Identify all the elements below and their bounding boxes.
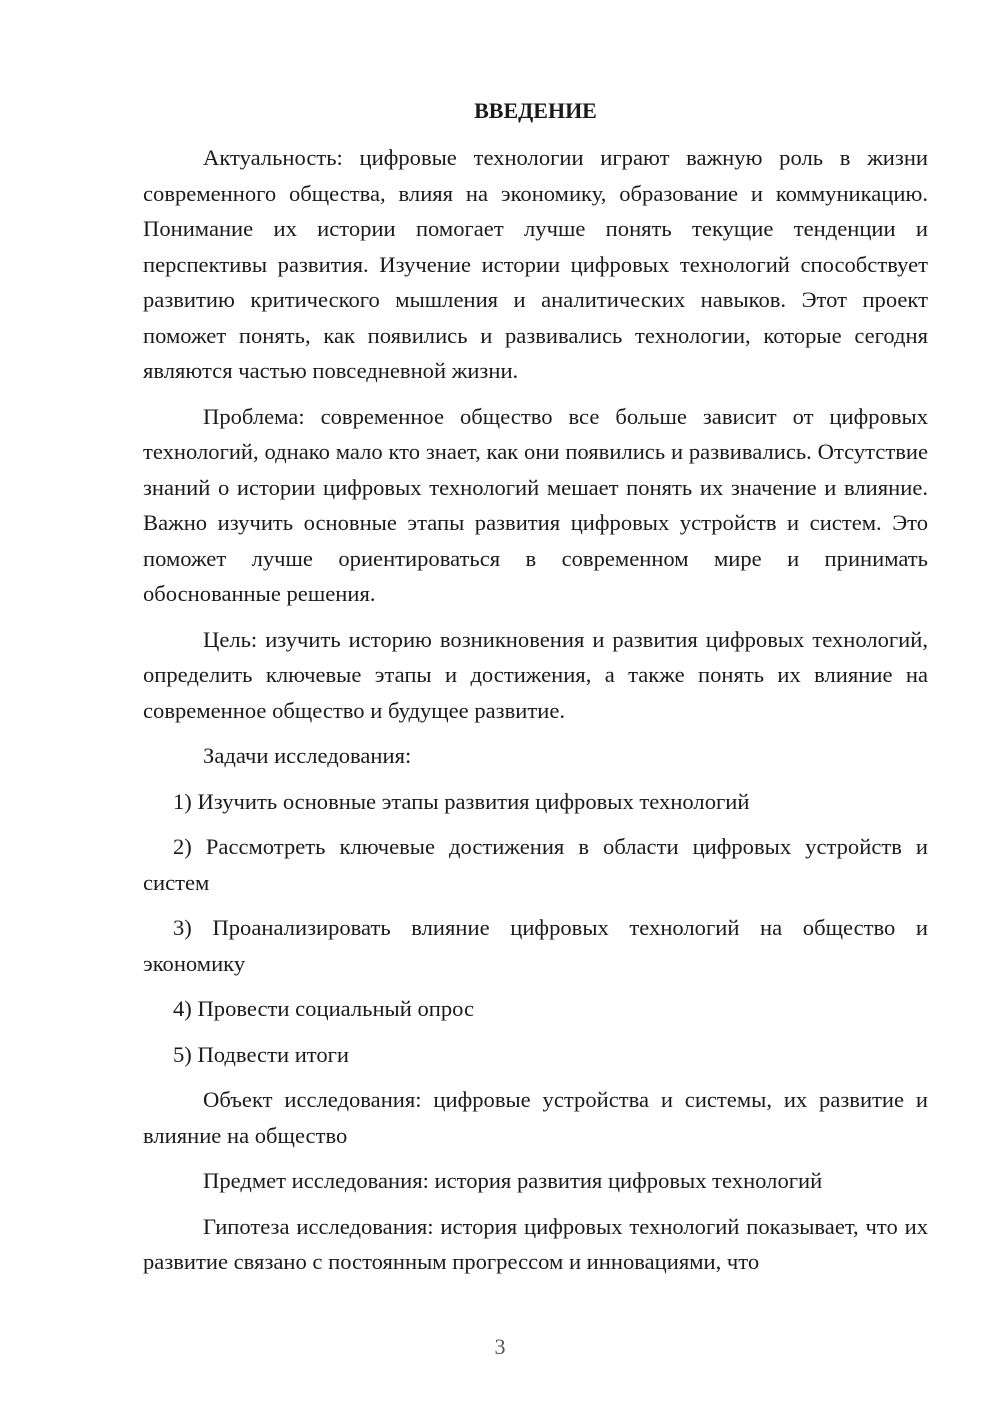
hypothesis-paragraph: Гипотеза исследования: история цифровых технологий показывает, что их развитие связано с постоянным прогрессом и инновациями, что xyxy=(143,1213,928,1274)
section-heading: ВВЕДЕНИЕ xyxy=(474,98,597,123)
page-body xyxy=(143,92,928,1290)
task-item-5: 5) Подвести итоги xyxy=(173,1041,350,1067)
relevance-paragraph: Актуальность: цифровые технологии играют важную роль в жизни современного общества, влияя на экономику, образование и коммуникацию. Понимание их истории помогает лучше понять текущие тенденции и перспективы развития. Изучение истории цифровых технологий способствует развитию критического мышления и аналитических навыков. Этот проект поможет понять, как появились и развивались технологии, которые сегодня являются частью повседневной жизни. xyxy=(143,145,928,383)
problem-paragraph: Проблема: современное общество все больше зависит от цифровых технологий, однако мало кто знает, как они появились и развивались. Отсутствие знаний о истории цифровых технологий мешает понять их значение и влияние. Важно изучить основные этапы развития цифровых устройств и систем. Это поможет лучше ориентироваться в современном мире и принимать обоснованные решения. xyxy=(143,403,928,606)
task-item-2: 2) Рассмотреть ключевые достижения в области цифровых устройств и систем xyxy=(143,834,928,895)
object-paragraph: Объект исследования: цифровые устройства и системы, их развитие и влияние на общество xyxy=(143,1087,928,1148)
page-number: 3 xyxy=(494,1334,506,1359)
goal-paragraph: Цель: изучить историю возникновения и развития цифровых технологий, определить ключевые этапы и достижения, а также понять их влияние на современное общество и будущее развитие. xyxy=(143,626,928,723)
task-item-4: 4) Провести социальный опрос xyxy=(173,996,475,1021)
task-item-1: 1) Изучить основные этапы развития цифровых технологий xyxy=(173,788,750,814)
task-item-3: 3) Проанализировать влияние цифровых технологий на общество и экономику xyxy=(143,915,928,976)
subject-paragraph: Предмет исследования: история развития цифровых технологий xyxy=(203,1168,823,1193)
tasks-title: Задачи исследования: xyxy=(203,743,412,768)
